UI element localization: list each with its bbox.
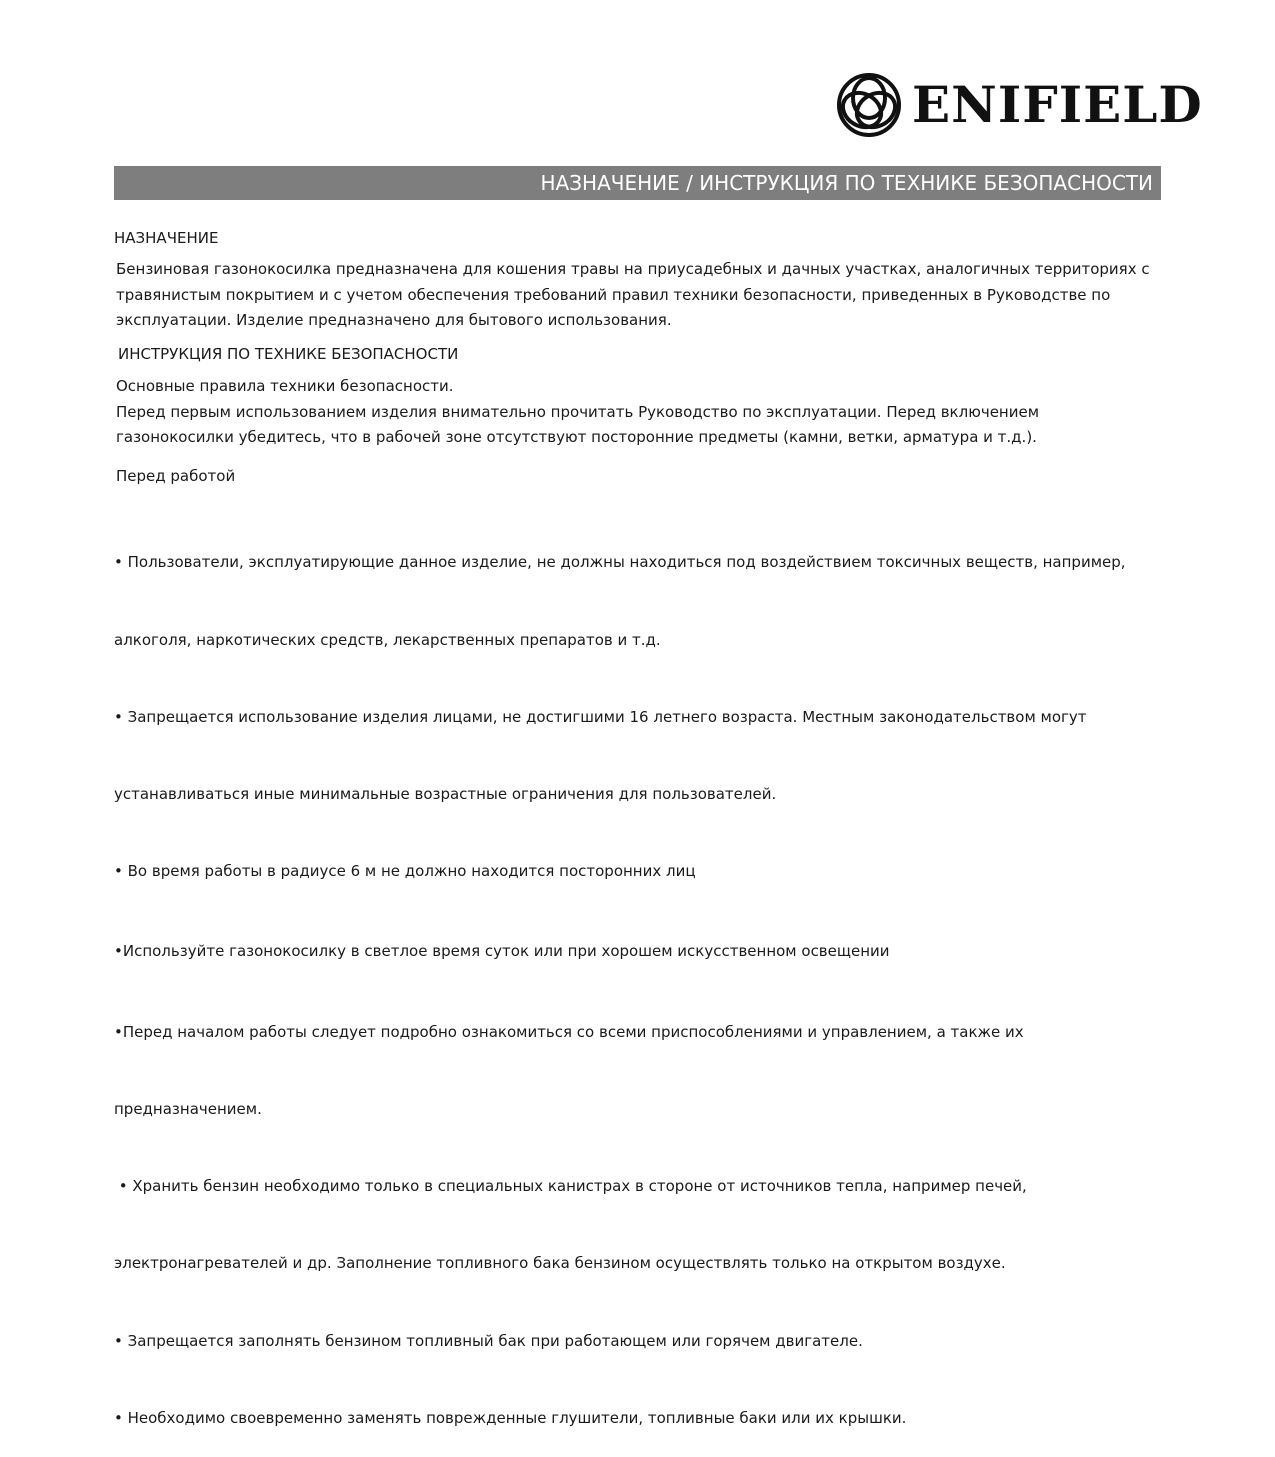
before-work-list — [114, 499, 1174, 1457]
section-banner — [114, 166, 1161, 200]
text-line: Перед первым использованием изделия внимательно прочитать Руководство по эксплуатации. Перед включением — [116, 402, 1040, 421]
brand-name: ENIFIELD — [912, 75, 1203, 134]
before-work-heading: Перед работой — [116, 467, 236, 485]
list-item: устанавливаться иные минимальные возрастные ограничения для пользователей. — [114, 784, 777, 803]
text-line: газонокосилки убедитесь, что в рабочей зоне отсутствуют посторонние предметы (камни, ветки, арматура и т.д.). — [116, 428, 1037, 447]
list-item: • Во время работы в радиусе 6 м не должно находится посторонних лиц — [114, 861, 696, 880]
text-line: Основные правила техники безопасности. — [116, 377, 454, 395]
list-item: алкоголя, наркотических средств, лекарственных препаратов и т.д. — [114, 630, 661, 649]
text-line: Бензиновая газонокосилка предназначена для кошения травы на приусадебных и дачных участках, аналогичных территориях с — [116, 260, 1150, 278]
list-item: • Необходимо своевременно заменять поврежденные глушители, топливные баки или их крышки. — [114, 1408, 907, 1427]
safety-heading: ИНСТРУКЦИЯ ПО ТЕХНИКЕ БЕЗОПАСНОСТИ — [118, 345, 459, 363]
list-item: предназначением. — [114, 1100, 262, 1119]
list-item: электронагревателей и др. Заполнение топливного бака бензином осуществлять только на открытом воздухе. — [114, 1254, 1006, 1273]
text-line: эксплуатации. Изделие предназначено для бытового использования. — [116, 311, 672, 330]
safety-text — [116, 374, 1176, 451]
brand-logo — [836, 72, 1203, 138]
text-line: травянистым покрытием и с учетом обеспечения требований правил техники безопасности, приведенных в Руководстве по — [116, 285, 1111, 304]
banner-title: НАЗНАЧЕНИЕ / ИНСТРУКЦИЯ ПО ТЕХНИКЕ БЕЗОПАСНОСТИ — [540, 171, 1153, 195]
purpose-text — [116, 257, 1176, 334]
list-item: •Используйте газонокосилку в светлое время суток или при хорошем искусственном освещении — [114, 941, 890, 960]
list-item: • Запрещается использование изделия лицами, не достигшими 16 летнего возраста. Местным законодательством могут — [114, 707, 1087, 726]
list-item: •Перед началом работы следует подробно ознакомиться со всеми приспособлениями и управлением, а также их — [114, 1023, 1024, 1042]
list-item: • Хранить бензин необходимо только в специальных канистрах в стороне от источников тепла, например печей, — [114, 1177, 1027, 1196]
purpose-heading: НАЗНАЧЕНИЕ — [114, 229, 219, 247]
list-item: • Запрещается заполнять бензином топливный бак при работающем или горячем двигателе. — [114, 1331, 863, 1350]
logo-emblem-icon — [836, 72, 902, 138]
list-item: • Пользователи, эксплуатирующие данное изделие, не должны находиться под воздействием токсичных веществ, например, — [114, 553, 1126, 572]
